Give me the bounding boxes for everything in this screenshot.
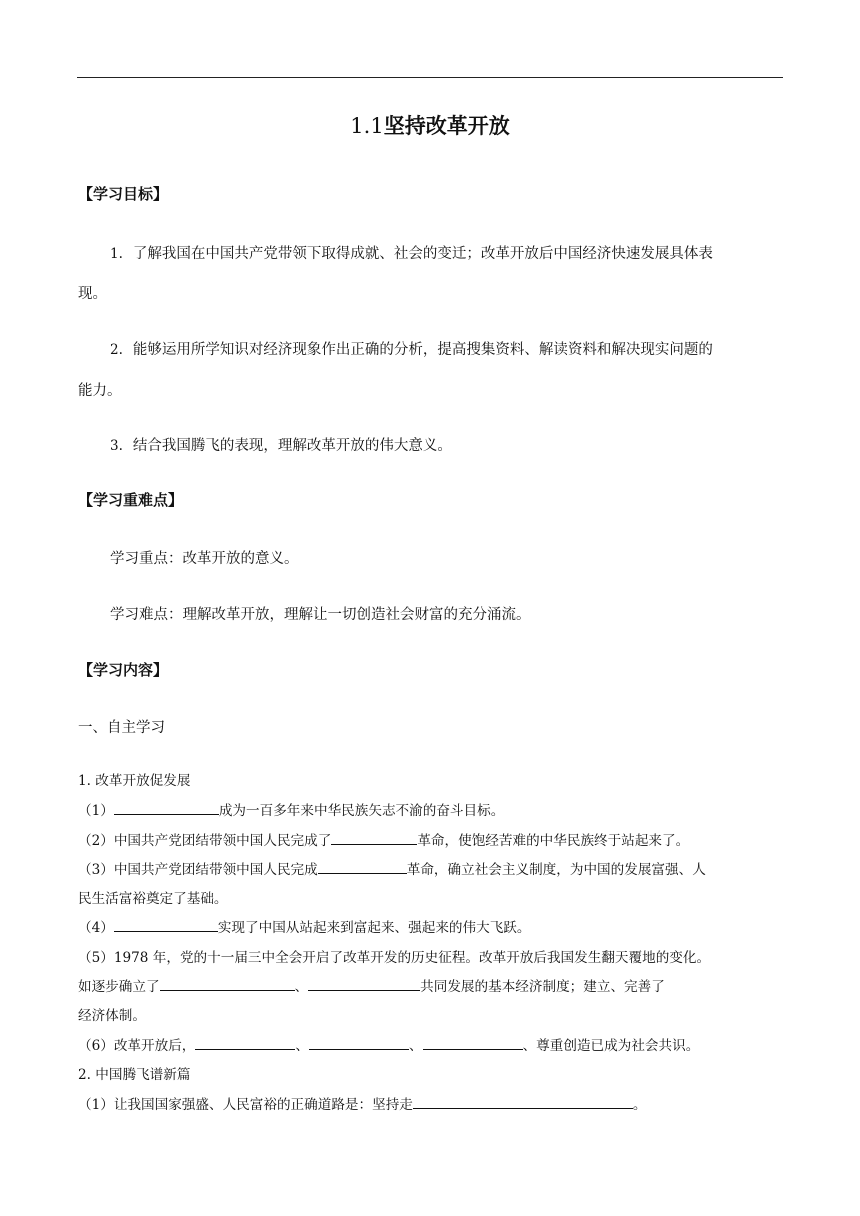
answer-blank[interactable] xyxy=(308,978,420,991)
question-6: （6）改革开放后， 、 、 、尊重创造已成为社会共识。 xyxy=(78,1038,700,1054)
difficult-point: 学习难点：理解改革开放，理解让一切创造社会财富的充分涌流。 xyxy=(110,607,531,623)
objective-2-line1: 2. 能够运用所学知识对经济现象作出正确的分析，提高搜集资料、解读资料和解决现实问题的 xyxy=(110,342,713,358)
question-5-line2: 如逐步确立了 、 共同发展的基本经济制度；建立、完善了 xyxy=(78,979,665,995)
objective-1-line1: 1. 了解我国在中国共产党带领下取得成就、社会的变迁；改革开放后中国经济快速发展具体表 xyxy=(110,246,713,262)
answer-blank[interactable] xyxy=(160,978,295,991)
answer-blank[interactable] xyxy=(309,1037,409,1050)
answer-blank[interactable] xyxy=(195,1037,295,1050)
question-5-line1: （5）1978 年，党的十一届三中全会开启了改革开发的历史征程。改革开放后我国发生翻天覆地的变化。 xyxy=(78,950,711,966)
answer-blank[interactable] xyxy=(331,832,417,845)
question-5-line3: 经济体制。 xyxy=(78,1008,146,1024)
objective-2-line2: 能力。 xyxy=(78,383,122,399)
section-content: 【学习内容】 xyxy=(78,661,169,679)
question-2: （2）中国共产党团结带领中国人民完成了 革命，使饱经苦难的中华民族终于站起来了。 xyxy=(78,833,690,849)
objective-3: 3. 结合我国腾飞的表现，理解改革开放的伟大意义。 xyxy=(110,438,452,454)
question-4: （4） 实现了中国从站起来到富起来、强起来的伟大飞跃。 xyxy=(78,920,531,936)
answer-blank[interactable] xyxy=(114,802,219,815)
subheading-2: 2. 中国腾飞谱新篇 xyxy=(78,1067,191,1083)
title-number: 1.1 xyxy=(350,114,384,138)
section-objectives: 【学习目标】 xyxy=(78,185,169,203)
subheading-1: 1. 改革开放促发展 xyxy=(78,773,191,789)
title-text: 坚持改革开放 xyxy=(383,114,510,138)
question-7: （1）让我国国家强盛、人民富裕的正确道路是：坚持走 。 xyxy=(78,1097,647,1113)
answer-blank[interactable] xyxy=(114,919,218,932)
key-point: 学习重点：改革开放的意义。 xyxy=(110,551,299,567)
question-3: （3）中国共产党团结带领中国人民完成 革命，确立社会主义制度，为中国的发展富强、人 xyxy=(78,862,706,878)
answer-blank[interactable] xyxy=(423,1037,523,1050)
section-key-points: 【学习重难点】 xyxy=(78,491,184,509)
answer-blank[interactable] xyxy=(318,861,407,874)
question-1: （1） 成为一百多年来中华民族矢志不渝的奋斗目标。 xyxy=(78,803,505,819)
objective-1-line2: 现。 xyxy=(78,286,107,302)
header-rule xyxy=(77,77,783,78)
question-3-line2: 民生活富裕奠定了基础。 xyxy=(78,891,228,907)
part1-heading: 一、自主学习 xyxy=(78,720,165,736)
answer-blank[interactable] xyxy=(413,1096,633,1109)
page-title xyxy=(0,110,860,140)
